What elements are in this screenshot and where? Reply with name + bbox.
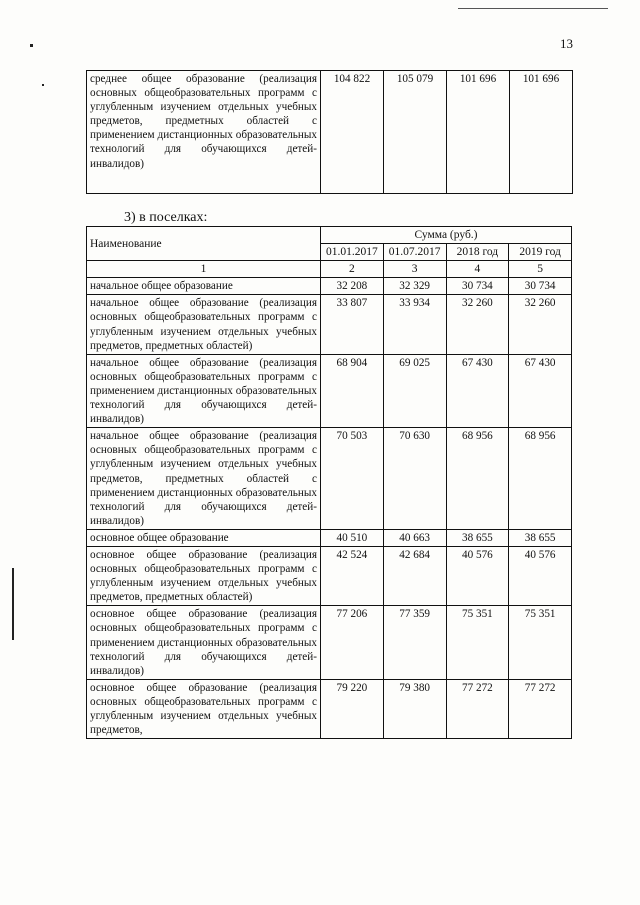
row-value: 70 630 xyxy=(383,428,446,530)
column-header: 2018 год xyxy=(446,244,509,261)
row-name: начальное общее образование xyxy=(87,278,321,295)
row-value: 30 734 xyxy=(446,278,509,295)
scan-dot xyxy=(42,84,44,86)
column-index: 5 xyxy=(509,261,572,278)
row-value: 79 220 xyxy=(321,679,384,738)
header-sum: Сумма (руб.) xyxy=(321,227,572,244)
table-row xyxy=(87,546,572,605)
row-value: 33 934 xyxy=(383,295,446,354)
table-row xyxy=(87,679,572,738)
row-value: 68 904 xyxy=(321,354,384,427)
row-value: 79 380 xyxy=(383,679,446,738)
row-value: 77 272 xyxy=(509,679,572,738)
table-row xyxy=(87,606,572,679)
settlements-table xyxy=(86,226,572,739)
row-name: начальное общее образование (реализация основных общеобразовательных программ с углубленным изучением отдельных учебных предметов, предметных областей) xyxy=(87,295,321,354)
header-name: Наименование xyxy=(87,227,321,261)
row-value: 77 206 xyxy=(321,606,384,679)
row-value: 105 079 xyxy=(384,71,447,194)
row-value: 69 025 xyxy=(383,354,446,427)
scan-top-rule xyxy=(458,8,608,9)
row-value: 32 329 xyxy=(383,278,446,295)
table-row xyxy=(87,71,573,194)
column-index: 1 xyxy=(87,261,321,278)
row-name: основное общее образование (реализация основных общеобразовательных программ с применением дистанционных образовательных технологий для обучающихся детей-инвалидов) xyxy=(87,606,321,679)
row-name: основное общее образование (реализация основных общеобразовательных программ с углубленным изучением отдельных учебных предметов, предметных областей) xyxy=(87,546,321,605)
row-value: 77 272 xyxy=(446,679,509,738)
row-value: 33 807 xyxy=(321,295,384,354)
row-value: 32 260 xyxy=(446,295,509,354)
row-value: 75 351 xyxy=(509,606,572,679)
row-value: 68 956 xyxy=(509,428,572,530)
row-value: 42 524 xyxy=(321,546,384,605)
row-value: 75 351 xyxy=(446,606,509,679)
row-value: 38 655 xyxy=(446,529,509,546)
row-value: 68 956 xyxy=(446,428,509,530)
row-value: 67 430 xyxy=(446,354,509,427)
row-value: 40 576 xyxy=(446,546,509,605)
table-body xyxy=(87,278,572,739)
row-value: 40 576 xyxy=(509,546,572,605)
row-value: 40 663 xyxy=(383,529,446,546)
row-value: 101 696 xyxy=(447,71,510,194)
continuation-table xyxy=(86,70,573,194)
header-row xyxy=(87,227,572,244)
column-index: 2 xyxy=(321,261,384,278)
row-value: 32 260 xyxy=(509,295,572,354)
column-header: 01.07.2017 xyxy=(383,244,446,261)
section-heading: 3) в поселках: xyxy=(124,210,208,225)
table-row xyxy=(87,295,572,354)
row-value: 38 655 xyxy=(509,529,572,546)
row-value: 67 430 xyxy=(509,354,572,427)
row-value: 104 822 xyxy=(321,71,384,194)
page-number: 13 xyxy=(560,36,573,51)
row-value: 70 503 xyxy=(321,428,384,530)
row-value: 101 696 xyxy=(510,71,573,194)
scan-margin-line xyxy=(12,568,14,640)
row-name: среднее общее образование (реализация основных общеобразовательных программ с углубленным изучением отдельных учебных предметов, предметных областей с применением дистанционных образовательных технологий для обучающихся детей-инвалидов) xyxy=(87,71,321,194)
row-name: основное общее образование xyxy=(87,529,321,546)
table-row xyxy=(87,278,572,295)
row-value: 40 510 xyxy=(321,529,384,546)
table-row xyxy=(87,529,572,546)
row-value: 77 359 xyxy=(383,606,446,679)
column-header: 2019 год xyxy=(509,244,572,261)
table-row xyxy=(87,354,572,427)
column-header: 01.01.2017 xyxy=(321,244,384,261)
table-row xyxy=(87,428,572,530)
row-value: 42 684 xyxy=(383,546,446,605)
row-name: основное общее образование (реализация основных общеобразовательных программ с углубленным изучением отдельных учебных предметов, xyxy=(87,679,321,738)
row-value: 32 208 xyxy=(321,278,384,295)
index-row xyxy=(87,261,572,278)
scan-dot xyxy=(30,44,33,47)
row-value: 30 734 xyxy=(509,278,572,295)
row-name: начальное общее образование (реализация основных общеобразовательных программ с углубленным изучением отдельных учебных предметов, предметных областей с применением дистанционных образовательных технологий для обучающихся детей-инвалидов) xyxy=(87,428,321,530)
row-name: начальное общее образование (реализация основных общеобразовательных программ с применением дистанционных образовательных технологий для обучающихся детей-инвалидов) xyxy=(87,354,321,427)
column-index: 3 xyxy=(383,261,446,278)
column-index: 4 xyxy=(446,261,509,278)
